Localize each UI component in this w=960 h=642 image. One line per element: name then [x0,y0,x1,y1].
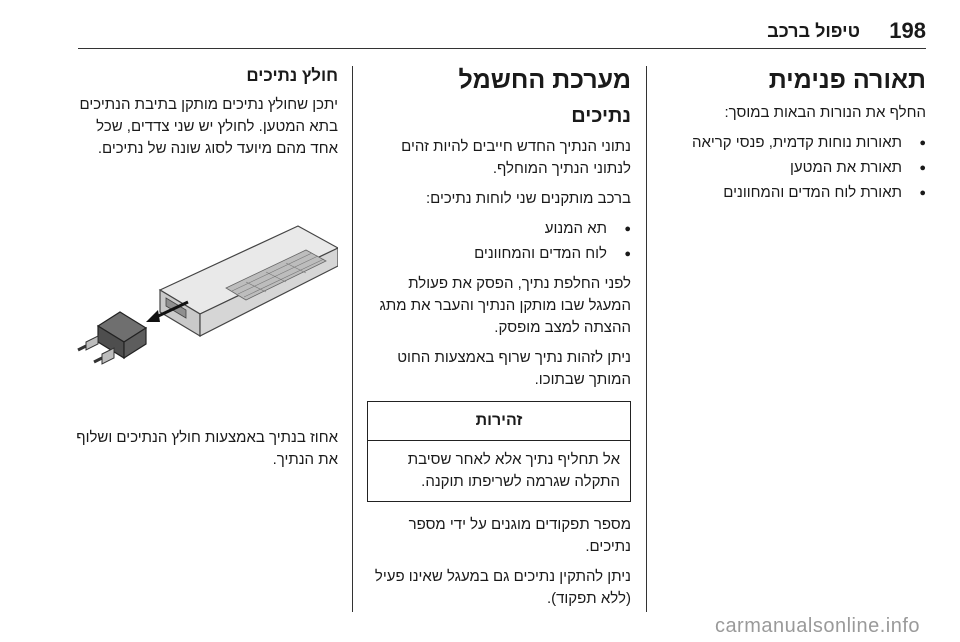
subheading-fuses: נתיכים [571,105,631,127]
paragraph: לפני החלפת נתיך, הפסק את פעולת המעגל שבו מותקן הנתיך והעבר את מתג ההצתה למצב מופסק. [379,275,631,336]
paragraph: ניתן להתקין נתיכים גם במעגל שאינו פעיל (ללא תפקוד). [374,568,631,607]
watermark: carmanualsonline.info [714,615,920,637]
list-item: ● תאורות נוחות קדמית, פנסי קריאה [662,132,926,154]
column-divider-right [646,66,647,612]
paragraph: אחוז בנתיך באמצעות חולץ הנתיכים ושלוף את הנתיך. [76,429,338,468]
warning-box [367,401,631,502]
bullet-list [662,132,926,204]
page-header [0,18,960,48]
paragraph: ניתן לזהות נתיך שרוף באמצעות החוט המותך שבתוכו. [397,349,631,388]
warning-text: אל תחליף נתיך אלא לאחר שסיבת התקלה שגרמה לשריפתו תוקנה. [407,451,620,490]
fuse-extractor-illustration [76,212,338,382]
list-item: ● לוח המדים והמחוונים [367,243,631,265]
paragraph: מספר תפקודים מוגנים על ידי מספר נתיכים. [408,516,631,555]
column-electrical-system [367,64,631,618]
bullet-list [367,218,631,265]
warning-title: זהירות [368,402,630,441]
column-divider-left [352,66,353,612]
page-number: 198 [889,18,926,43]
paragraph: החלף את הנורות הבאות במוסך: [724,104,926,121]
column-fuse-extractor [70,64,338,479]
list-item: ● תא המנוע [367,218,631,240]
heading-fuse-extractor: חולץ נתיכים [246,66,338,85]
heading-electrical-system: מערכת החשמל [458,66,631,94]
section-title: טיפול ברכב [767,21,860,41]
column-interior-lights [662,64,926,212]
heading-interior-lights: תאורה פנימית [768,66,926,94]
list-item: ● תאורת את המטען [662,157,926,179]
list-item: ● תאורת לוח המדים והמחוונים [662,182,926,204]
paragraph: יתכן שחולץ נתיכים מותקן בתיבת הנתיכים בתא המטען. לחולץ יש שני צדדים, שכל אחד מהם מיועד לסוג שונה של נתיכים. [79,96,338,157]
paragraph: נתוני הנתיך החדש חייבים להיות זהים לנתוני הנתיך המוחלף. [401,138,631,177]
header-rule [78,48,926,49]
paragraph: ברכב מותקנים שני לוחות נתיכים: [425,190,631,207]
